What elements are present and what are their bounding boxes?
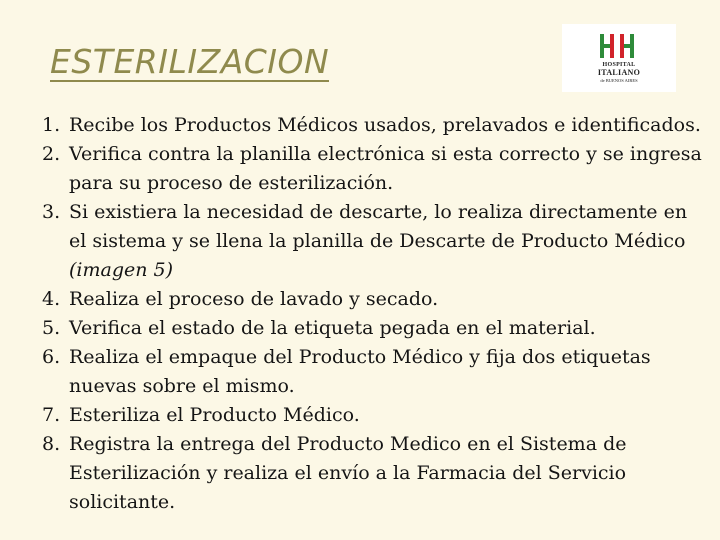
list-item — [42, 198, 702, 285]
hospital-logo — [562, 24, 676, 92]
logo-text-line1: HOSPITAL — [602, 62, 636, 68]
hospital-h-logo-icon — [600, 34, 638, 58]
step-number: 7. — [42, 404, 61, 426]
list-item — [42, 285, 702, 314]
logo-text-line2: ITALIANO — [597, 68, 641, 77]
list-item — [42, 430, 702, 517]
list-item — [42, 140, 702, 198]
step-number: 3. — [42, 201, 61, 223]
step-number: 8. — [42, 433, 61, 455]
step-text: Recibe los Productos Médicos usados, prelavados e identificados. — [69, 114, 701, 136]
step-text: Si existiera la necesidad de descarte, lo realiza directamente en el sistema y se llena la planilla de Descarte de Producto Médico — [69, 201, 688, 252]
list-item — [42, 111, 702, 140]
step-text: Registra la entrega del Producto Medico en el Sistema de Esterilización y realiza el envío a la Farmacia del Servicio solicitante. — [69, 433, 627, 513]
list-item — [42, 314, 702, 343]
logo-text-line3: de BUENOS AIRES — [600, 78, 638, 83]
list-item — [42, 401, 702, 430]
step-number: 4. — [42, 288, 61, 310]
step-note: (imagen 5) — [69, 259, 174, 281]
step-number: 1. — [42, 114, 61, 136]
slide-title: ESTERILIZACION — [50, 42, 330, 81]
steps-list — [42, 111, 702, 517]
step-text: Esteriliza el Producto Médico. — [69, 404, 360, 426]
list-item — [42, 343, 702, 401]
step-text: Verifica contra la planilla electrónica si esta correcto y se ingresa para su proceso de esterilización. — [69, 143, 702, 194]
step-number: 2. — [42, 143, 61, 165]
step-text: Verifica el estado de la etiqueta pegada en el material. — [69, 317, 596, 339]
step-text: Realiza el empaque del Producto Médico y fija dos etiquetas nuevas sobre el mismo. — [69, 346, 651, 397]
step-number: 5. — [42, 317, 61, 339]
step-number: 6. — [42, 346, 61, 368]
step-text: Realiza el proceso de lavado y secado. — [69, 288, 439, 310]
